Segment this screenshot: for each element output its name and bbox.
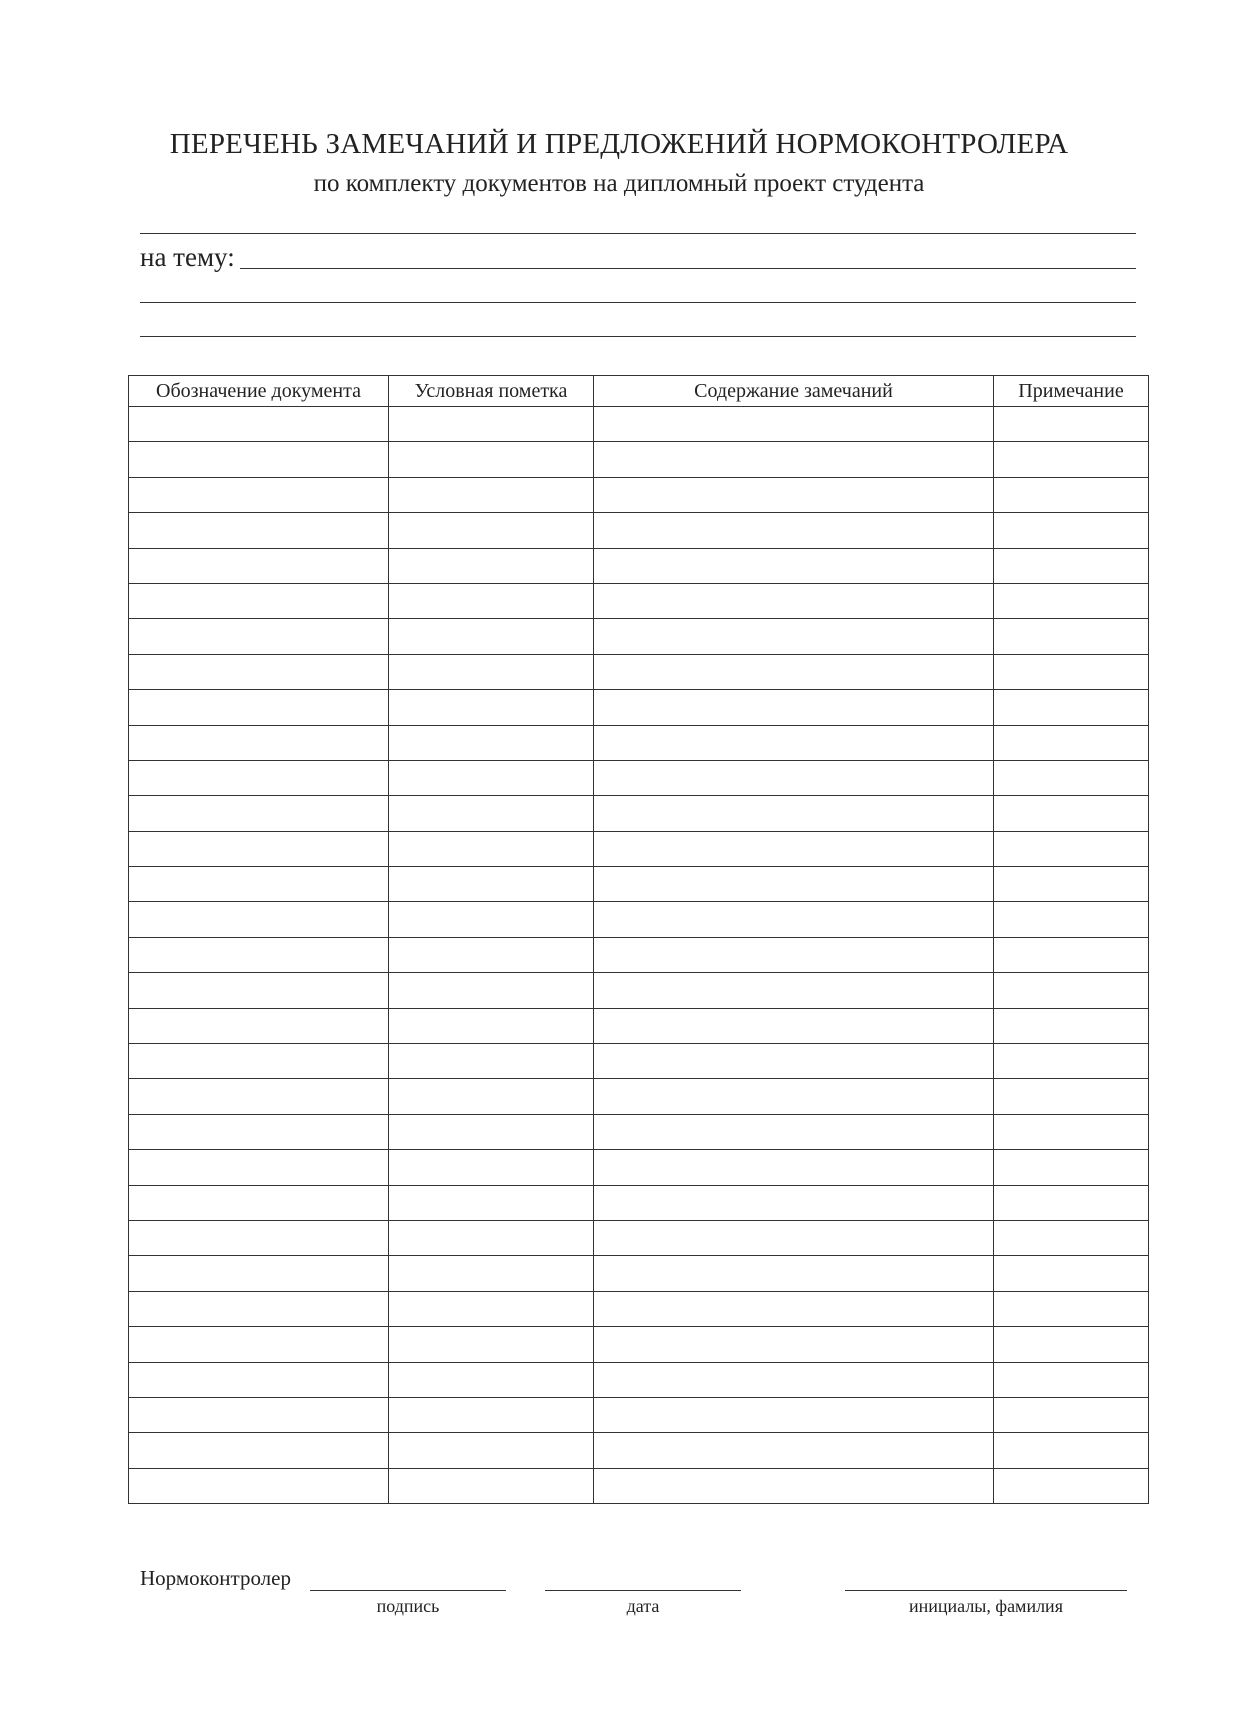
cell-note[interactable]	[994, 583, 1149, 618]
cell-remarks-content[interactable]	[594, 477, 994, 512]
cell-document-designation[interactable]	[129, 477, 389, 512]
cell-note[interactable]	[994, 442, 1149, 477]
cell-remarks-content[interactable]	[594, 548, 994, 583]
cell-note[interactable]	[994, 1362, 1149, 1397]
topic-label: на тему:	[140, 242, 235, 272]
table-row	[129, 1327, 1149, 1362]
cell-note[interactable]	[994, 1397, 1149, 1432]
col-header-mark: Условная пометка	[389, 376, 594, 407]
cell-document-designation[interactable]	[129, 937, 389, 972]
col-header-note: Примечание	[994, 376, 1149, 407]
cell-document-designation[interactable]	[129, 973, 389, 1008]
cell-remarks-content[interactable]	[594, 442, 994, 477]
cell-note[interactable]	[994, 407, 1149, 442]
table-row	[129, 1397, 1149, 1432]
cell-note[interactable]	[994, 1468, 1149, 1503]
cell-mark[interactable]	[389, 831, 594, 866]
cell-document-designation[interactable]	[129, 725, 389, 760]
cell-document-designation[interactable]	[129, 1185, 389, 1220]
table-row	[129, 619, 1149, 654]
table-row	[129, 1079, 1149, 1114]
cell-document-designation[interactable]	[129, 583, 389, 618]
cell-remarks-content[interactable]	[594, 1397, 994, 1432]
table-row	[129, 1008, 1149, 1043]
initials-surname-caption: инициалы, фамилия	[909, 1596, 1063, 1616]
cell-document-designation[interactable]	[129, 1079, 389, 1114]
cell-remarks-content[interactable]	[594, 796, 994, 831]
cell-document-designation[interactable]	[129, 654, 389, 689]
table-row	[129, 867, 1149, 902]
cell-remarks-content[interactable]	[594, 690, 994, 725]
cell-note[interactable]	[994, 1220, 1149, 1255]
cell-remarks-content[interactable]	[594, 1185, 994, 1220]
cell-document-designation[interactable]	[129, 1397, 389, 1432]
table-row	[129, 1220, 1149, 1255]
cell-mark[interactable]	[389, 1362, 594, 1397]
table-row	[129, 1433, 1149, 1468]
topic-line-1[interactable]	[240, 268, 1136, 269]
cell-note[interactable]	[994, 1433, 1149, 1468]
cell-remarks-content[interactable]	[594, 654, 994, 689]
table-row	[129, 1044, 1149, 1079]
cell-note[interactable]	[994, 1114, 1149, 1149]
cell-document-designation[interactable]	[129, 1114, 389, 1149]
signature-line[interactable]	[310, 1590, 506, 1591]
cell-document-designation[interactable]	[129, 760, 389, 795]
initials-surname-line[interactable]	[845, 1590, 1127, 1591]
cell-remarks-content[interactable]	[594, 831, 994, 866]
cell-remarks-content[interactable]	[594, 867, 994, 902]
col-header-document-designation: Обозначение документа	[129, 376, 389, 407]
cell-remarks-content[interactable]	[594, 1044, 994, 1079]
cell-note[interactable]	[994, 1256, 1149, 1291]
table-row	[129, 760, 1149, 795]
cell-document-designation[interactable]	[129, 619, 389, 654]
table-row	[129, 796, 1149, 831]
cell-mark[interactable]	[389, 442, 594, 477]
cell-note[interactable]	[994, 973, 1149, 1008]
topic-line-2[interactable]	[140, 302, 1136, 303]
cell-remarks-content[interactable]	[594, 1150, 994, 1185]
cell-document-designation[interactable]	[129, 442, 389, 477]
cell-mark[interactable]	[389, 1185, 594, 1220]
cell-mark[interactable]	[389, 796, 594, 831]
cell-remarks-content[interactable]	[594, 725, 994, 760]
cell-document-designation[interactable]	[129, 513, 389, 548]
table-row	[129, 1256, 1149, 1291]
cell-remarks-content[interactable]	[594, 1327, 994, 1362]
cell-document-designation[interactable]	[129, 867, 389, 902]
document-title: ПЕРЕЧЕНЬ ЗАМЕЧАНИЙ И ПРЕДЛОЖЕНИЙ НОРМОКОНТРОЛЕРА	[169, 128, 1069, 160]
table-row	[129, 1150, 1149, 1185]
cell-mark[interactable]	[389, 1397, 594, 1432]
cell-document-designation[interactable]	[129, 1008, 389, 1043]
topic-line-3[interactable]	[140, 336, 1136, 337]
document-subtitle: по комплекту документов на дипломный проект студента	[313, 170, 925, 197]
cell-mark[interactable]	[389, 654, 594, 689]
cell-note[interactable]	[994, 902, 1149, 937]
cell-document-designation[interactable]	[129, 1256, 389, 1291]
cell-remarks-content[interactable]	[594, 937, 994, 972]
cell-note[interactable]	[994, 1291, 1149, 1326]
table-row	[129, 1185, 1149, 1220]
table-row	[129, 442, 1149, 477]
cell-remarks-content[interactable]	[594, 973, 994, 1008]
cell-note[interactable]	[994, 690, 1149, 725]
cell-note[interactable]	[994, 831, 1149, 866]
col-header-remarks-content: Содержание замечаний	[594, 376, 994, 407]
cell-document-designation[interactable]	[129, 796, 389, 831]
cell-mark[interactable]	[389, 513, 594, 548]
cell-mark[interactable]	[389, 477, 594, 512]
cell-note[interactable]	[994, 1327, 1149, 1362]
cell-mark[interactable]	[389, 760, 594, 795]
cell-note[interactable]	[994, 619, 1149, 654]
cell-note[interactable]	[994, 654, 1149, 689]
cell-note[interactable]	[994, 1079, 1149, 1114]
cell-remarks-content[interactable]	[594, 1008, 994, 1043]
cell-mark[interactable]	[389, 867, 594, 902]
date-line[interactable]	[545, 1590, 741, 1591]
cell-mark[interactable]	[389, 1291, 594, 1326]
table-row	[129, 477, 1149, 512]
table-row	[129, 1291, 1149, 1326]
cell-note[interactable]	[994, 725, 1149, 760]
table-row	[129, 973, 1149, 1008]
cell-mark[interactable]	[389, 1044, 594, 1079]
cell-mark[interactable]	[389, 902, 594, 937]
cell-mark[interactable]	[389, 1327, 594, 1362]
cell-note[interactable]	[994, 867, 1149, 902]
table-row	[129, 937, 1149, 972]
cell-document-designation[interactable]	[129, 1327, 389, 1362]
cell-note[interactable]	[994, 760, 1149, 795]
table-row	[129, 1362, 1149, 1397]
cell-mark[interactable]	[389, 548, 594, 583]
cell-note[interactable]	[994, 1150, 1149, 1185]
remarks-table	[128, 375, 1149, 1504]
table-row	[129, 654, 1149, 689]
cell-document-designation[interactable]	[129, 690, 389, 725]
cell-remarks-content[interactable]	[594, 1079, 994, 1114]
cell-note[interactable]	[994, 548, 1149, 583]
cell-remarks-content[interactable]	[594, 1362, 994, 1397]
cell-remarks-content[interactable]	[594, 407, 994, 442]
table-row	[129, 831, 1149, 866]
cell-note[interactable]	[994, 513, 1149, 548]
cell-document-designation[interactable]	[129, 902, 389, 937]
table-row	[129, 583, 1149, 618]
cell-document-designation[interactable]	[129, 407, 389, 442]
cell-mark[interactable]	[389, 1079, 594, 1114]
cell-document-designation[interactable]	[129, 1468, 389, 1503]
cell-document-designation[interactable]	[129, 1291, 389, 1326]
cell-mark[interactable]	[389, 1008, 594, 1043]
table-row	[129, 548, 1149, 583]
table-row	[129, 725, 1149, 760]
signature-caption: подпись	[376, 1596, 440, 1616]
student-name-line[interactable]	[140, 233, 1136, 234]
cell-remarks-content[interactable]	[594, 583, 994, 618]
cell-mark[interactable]	[389, 690, 594, 725]
cell-remarks-content[interactable]	[594, 760, 994, 795]
table-row	[129, 1468, 1149, 1503]
cell-document-designation[interactable]	[129, 831, 389, 866]
cell-mark[interactable]	[389, 1256, 594, 1291]
cell-mark[interactable]	[389, 1468, 594, 1503]
cell-remarks-content[interactable]	[594, 1291, 994, 1326]
cell-remarks-content[interactable]	[594, 1433, 994, 1468]
cell-document-designation[interactable]	[129, 1220, 389, 1255]
cell-mark[interactable]	[389, 1114, 594, 1149]
date-caption: дата	[626, 1596, 660, 1616]
cell-mark[interactable]	[389, 973, 594, 1008]
cell-remarks-content[interactable]	[594, 1468, 994, 1503]
table-row	[129, 902, 1149, 937]
cell-note[interactable]	[994, 1008, 1149, 1043]
cell-mark[interactable]	[389, 407, 594, 442]
cell-note[interactable]	[994, 1185, 1149, 1220]
cell-document-designation[interactable]	[129, 1150, 389, 1185]
cell-remarks-content[interactable]	[594, 1114, 994, 1149]
cell-document-designation[interactable]	[129, 1433, 389, 1468]
cell-note[interactable]	[994, 796, 1149, 831]
cell-mark[interactable]	[389, 1150, 594, 1185]
cell-remarks-content[interactable]	[594, 902, 994, 937]
cell-remarks-content[interactable]	[594, 513, 994, 548]
cell-remarks-content[interactable]	[594, 1256, 994, 1291]
cell-remarks-content[interactable]	[594, 1220, 994, 1255]
table-row	[129, 1114, 1149, 1149]
cell-document-designation[interactable]	[129, 548, 389, 583]
cell-note[interactable]	[994, 477, 1149, 512]
cell-mark[interactable]	[389, 937, 594, 972]
cell-mark[interactable]	[389, 583, 594, 618]
table-row	[129, 513, 1149, 548]
cell-document-designation[interactable]	[129, 1044, 389, 1079]
cell-remarks-content[interactable]	[594, 619, 994, 654]
table-row	[129, 690, 1149, 725]
cell-mark[interactable]	[389, 1433, 594, 1468]
cell-note[interactable]	[994, 1044, 1149, 1079]
cell-mark[interactable]	[389, 1220, 594, 1255]
cell-document-designation[interactable]	[129, 1362, 389, 1397]
cell-mark[interactable]	[389, 725, 594, 760]
cell-mark[interactable]	[389, 619, 594, 654]
table-row	[129, 407, 1149, 442]
cell-note[interactable]	[994, 937, 1149, 972]
signer-label: Нормоконтролер	[140, 1566, 291, 1590]
table-header-row	[129, 376, 1149, 407]
